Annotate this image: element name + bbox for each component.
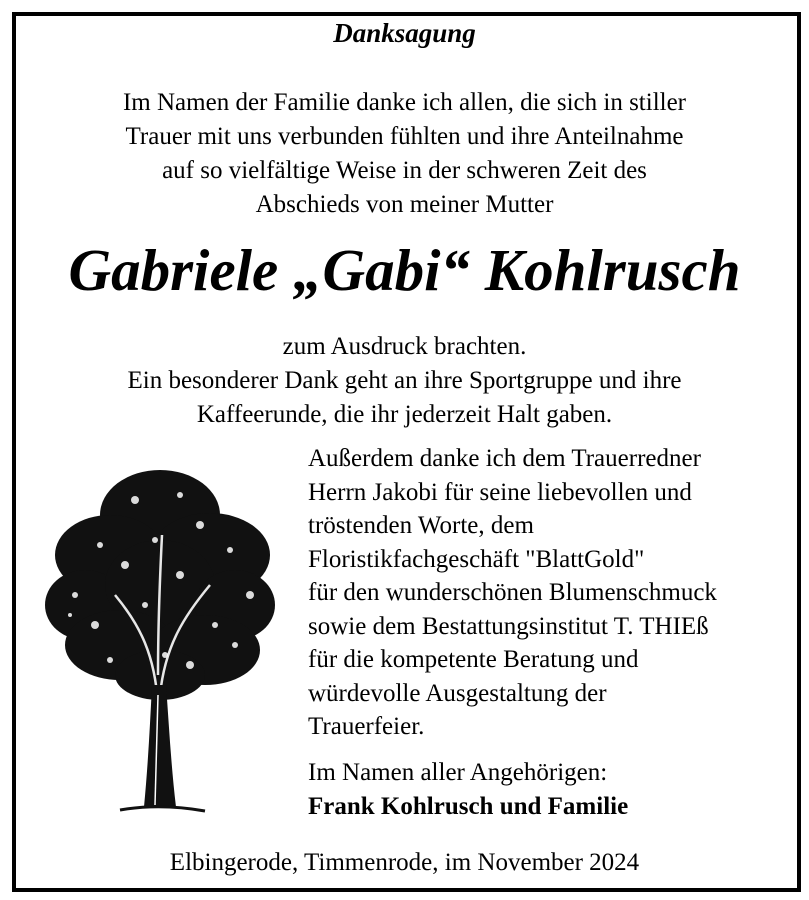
- thanks-line: für die kompetente Beratung und: [308, 646, 639, 673]
- thanks-line: Herrn Jakobi für seine liebevollen und: [308, 478, 692, 506]
- intro-line: Abschieds von meiner Mutter: [255, 191, 554, 218]
- thanks-line: Trauerfeier.: [308, 713, 425, 740]
- intro-text: [0, 86, 809, 222]
- signature-names: Frank Kohlrusch und Familie: [308, 793, 629, 820]
- intro-line: Im Namen der Familie danke ich allen, die sich in stiller: [122, 89, 687, 116]
- middle-text: [0, 330, 809, 432]
- signature-block: [308, 756, 788, 824]
- thanks-line: sowie dem Bestattungsinstitut T. THIEß: [308, 612, 709, 640]
- middle-line: zum Ausdruck brachten.: [282, 333, 527, 360]
- thanks-text: [308, 442, 788, 744]
- middle-line: Kaffeerunde, die ihr jederzeit Halt gaben.: [196, 401, 613, 428]
- thanks-line: würdevolle Ausgestaltung der: [308, 679, 607, 707]
- signature-line: Im Namen aller Angehörigen:: [308, 759, 608, 786]
- thanks-line: für den wunderschönen Blumenschmuck: [308, 579, 717, 606]
- thanks-line: tröstenden Worte, dem: [308, 512, 534, 539]
- tree-illustration: [40, 455, 280, 825]
- deceased-name: Gabriele „Gabi“ Kohlrusch: [68, 237, 741, 303]
- notice-title: Danksagung: [333, 18, 476, 48]
- thanks-line: Floristikfachgeschäft "BlattGold": [308, 545, 645, 573]
- intro-line: Trauer mit uns verbunden fühlten und ihre Anteilnahme: [125, 123, 684, 150]
- middle-line: Ein besonderer Dank geht an ihre Sportgruppe und ihre: [127, 367, 682, 394]
- place-date: Elbingerode, Timmenrode, im November 2024: [169, 849, 640, 876]
- intro-line: auf so vielfältige Weise in der schweren Zeit des: [162, 157, 647, 184]
- thanks-line: Außerdem danke ich dem Trauerredner: [308, 445, 701, 472]
